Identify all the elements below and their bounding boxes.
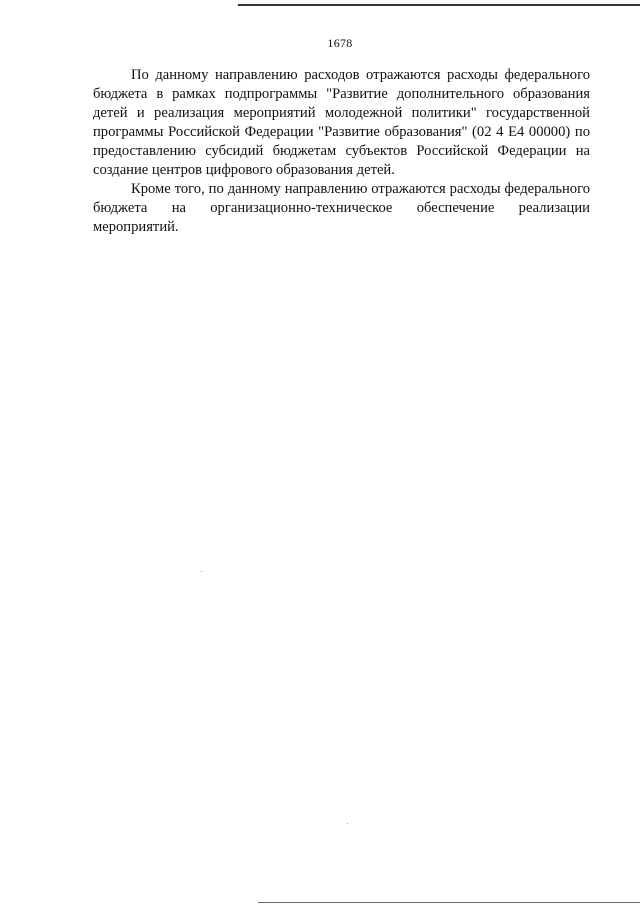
page-number: 1678 (327, 36, 353, 50)
paragraph-additional-expenses: Кроме того, по данному направлению отражаются расходы федерального бюджета на организационно-техническое обеспечение реализации мероприятий. (93, 181, 590, 235)
scan-speck (201, 571, 202, 572)
scan-speck (347, 823, 348, 824)
document-body (93, 66, 590, 237)
scan-edge-bottom (258, 902, 640, 903)
paragraph-expense-direction: По данному направлению расходов отражаются расходы федерального бюджета в рамках подпрограммы "Развитие дополнительного образования детей и реализация мероприятий молодежной политики" государственной программы Российской Федерации "Развитие образования" (02 4 Е4 00000) по предоставлению субсидий бюджетам субъектов Российской Федерации на создание центров цифрового образования детей. (93, 67, 590, 178)
scan-edge-top (238, 4, 640, 6)
